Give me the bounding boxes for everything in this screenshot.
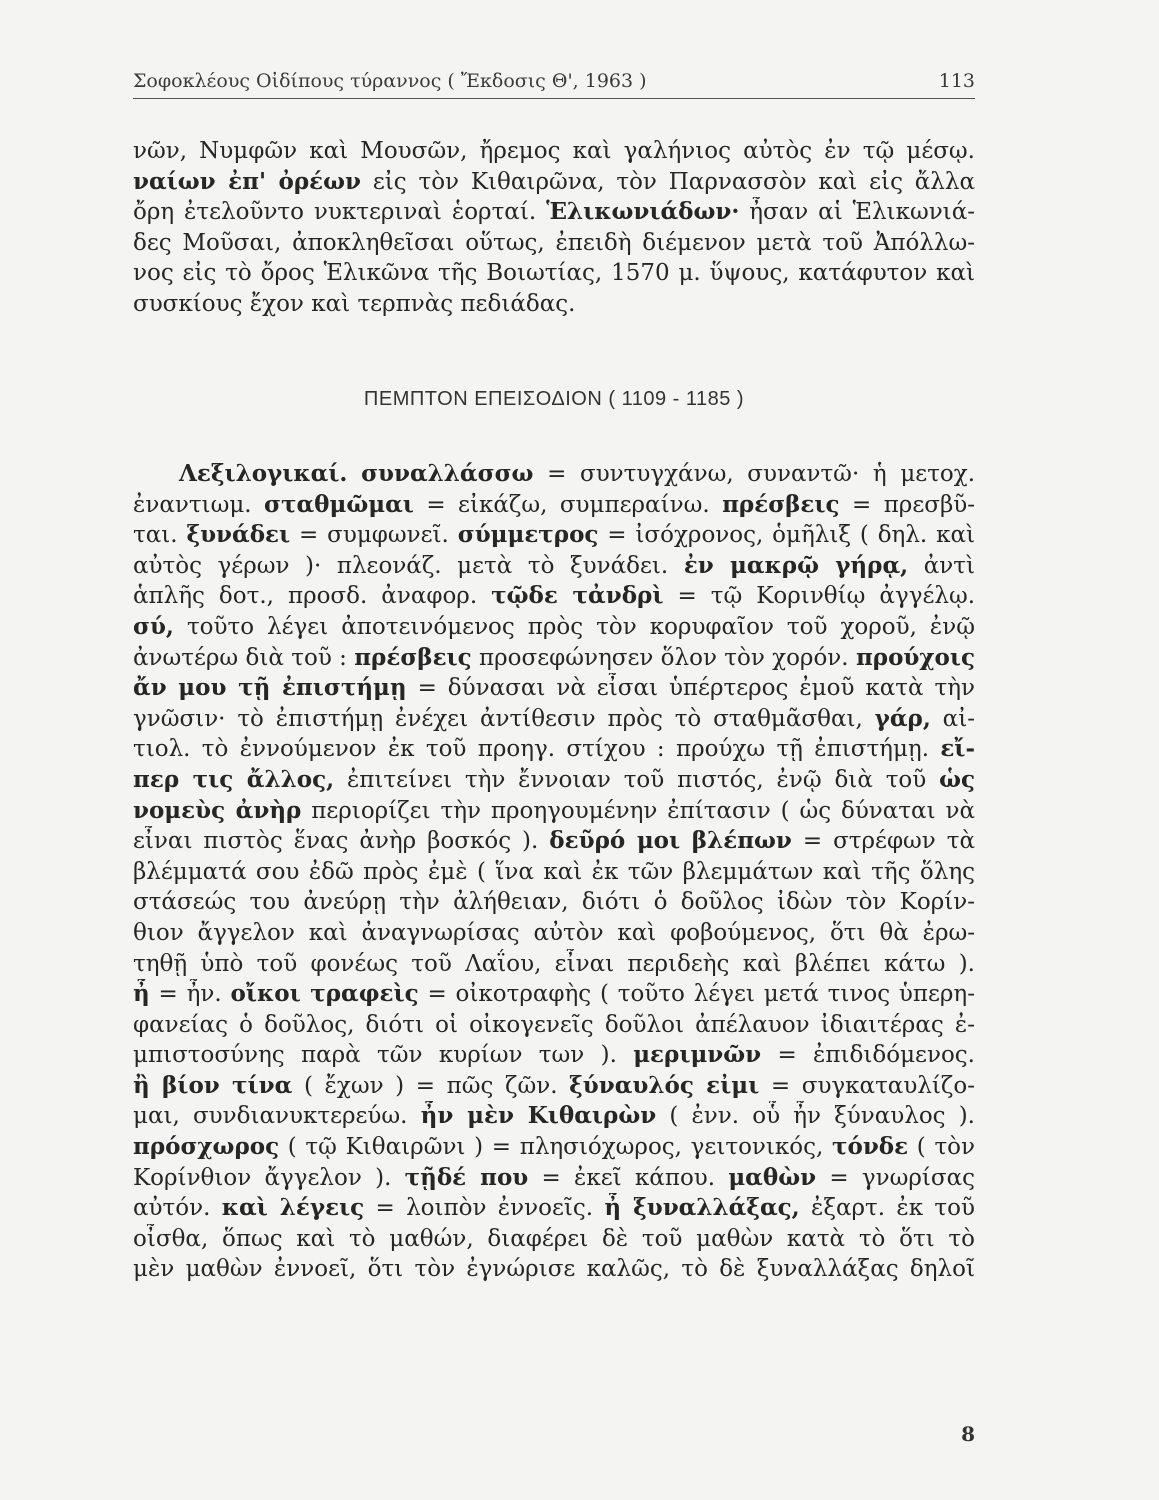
text-line xyxy=(133,1101,975,1132)
headword: συναλλάσσω xyxy=(361,460,534,487)
text-run: τοῦτο λέγει ἀποτεινόμενος πρὸς τὸν κορυφαῖον τοῦ χοροῦ, ἐνῷ xyxy=(173,613,975,640)
text-run: συσκίους ἔχον καὶ τερπνὰς πεδιάδας. xyxy=(133,290,576,317)
headword: ξύναυλός εἰμι xyxy=(569,1071,760,1099)
text-run: ἀντὶ xyxy=(908,552,975,579)
text-run: περιορίζει τὴν προηγουμένην ἐπίτασιν ( ὡς δύναται νὰ xyxy=(301,797,975,824)
text-run: ἀνωτέρω διὰ τοῦ : xyxy=(133,644,355,671)
text-run: = εἰκάζω, συμπεραίνω. xyxy=(413,491,723,518)
text-line xyxy=(133,796,975,827)
headword: σταθμῶμαι xyxy=(264,490,414,518)
text-run: = ἦν. xyxy=(149,981,231,1008)
text-run: φανείας ὁ δοῦλος, διότι οἱ οἰκογενεῖς δοῦλοι ἀπέλαυον ἰδιαιτέρας ἐ- xyxy=(133,1011,975,1038)
text-line xyxy=(133,490,975,521)
text-line xyxy=(133,136,975,167)
headword: ἦ ξυναλλάξας, xyxy=(604,1194,800,1222)
text-run: μαι, συνδιανυκτερεύω. xyxy=(133,1103,421,1130)
text-line xyxy=(133,289,975,320)
text-line xyxy=(133,673,975,704)
text-run: θιον ἄγγελον καὶ ἀναγνωρίσας αὐτὸν καὶ φοβούμενος, ὅτι θὰ ἐρω- xyxy=(133,919,975,946)
text-run: αὐτόν. xyxy=(133,1195,222,1222)
text-line xyxy=(133,1193,975,1224)
text-line xyxy=(133,551,975,582)
headword: νομεὺς ἀνὴρ xyxy=(133,796,302,824)
text-run: ἦσαν αἱ Ἑλικωνιά- xyxy=(739,199,975,226)
headword: μαθὼν xyxy=(728,1163,817,1191)
page-number: 113 xyxy=(938,70,975,92)
text-run: ἐξαρτ. ἐκ τοῦ xyxy=(799,1195,975,1222)
text-run: ( ἔχων ) = πῶς ζῶν. xyxy=(292,1072,570,1099)
headword: σύμμετρος xyxy=(457,521,599,549)
text-run: = ἐπιδιδόμενος. xyxy=(761,1042,975,1069)
headword: δεῦρό μοι βλέπων xyxy=(549,827,792,855)
text-run: τηθῇ ὑπὸ τοῦ φονέως τοῦ Λαΐου, εἶναι περιδεὴς καὶ βλέπει κάτω ). xyxy=(133,950,975,977)
text-run: ἐπιτείνει τὴν ἔννοιαν τοῦ πιστός, ἐνῷ διὰ τοῦ xyxy=(334,766,940,793)
text-line xyxy=(133,1071,975,1102)
text-line xyxy=(133,1040,975,1071)
text-run: οἶσθα, ὅπως καὶ τὸ μαθών, διαφέρει δὲ τοῦ μαθὼν κατὰ τὸ ὅτι τὸ xyxy=(133,1225,975,1252)
paragraph-continuation xyxy=(133,136,975,320)
text-run xyxy=(347,461,361,487)
text-run: νος εἰς τὸ ὄρος Ἑλικῶνα τῆς Βοιωτίας, 1570 μ. ὕψους, κατάφυτον καὶ xyxy=(133,260,975,287)
headword: οἴκοι τραφεὶς xyxy=(230,980,419,1008)
text-line xyxy=(133,1132,975,1163)
text-run: νῶν, Νυμφῶν καὶ Μουσῶν, ἤρεμος καὶ γαλήνιος αὐτὸς ἐν τῷ μέσῳ. xyxy=(133,138,975,164)
headword: εἴ- xyxy=(940,735,975,763)
text-run: ( τὸν xyxy=(908,1134,975,1161)
headword: ἦ xyxy=(133,980,150,1008)
text-run: ἐναντιωμ. xyxy=(133,491,265,518)
text-run: = λοιπὸν ἐννοεῖς. xyxy=(364,1195,605,1222)
text-run: ἁπλῆς δοτ., προσδ. ἀναφορ. xyxy=(133,583,492,610)
text-line xyxy=(133,643,975,674)
text-run: Κορίνθιον ἄγγελον ). xyxy=(133,1164,405,1191)
text-run: γνῶσιν· τὸ ἐπιστήμῃ ἐνέχει ἀντίθεσιν πρὸς τὸ σταθμᾶσθαι, xyxy=(133,705,875,732)
text-run: μπιστοσύνης παρὰ τῶν κυρίων των ). xyxy=(133,1042,634,1069)
text-line xyxy=(133,459,975,490)
headword: προύχοις xyxy=(855,643,975,671)
text-line xyxy=(133,857,975,888)
headword: ὡς xyxy=(939,765,975,793)
text-line xyxy=(133,520,975,551)
text-line xyxy=(133,1224,975,1255)
text-run: προσεφώνησεν ὅλον τὸν χορόν. xyxy=(471,644,856,671)
headword: Λεξιλογικαί. xyxy=(179,460,348,487)
running-title: Σοφοκλέους Οἰδίπους τύραννος ( Ἔκδοσις Θ', 1963 ) xyxy=(133,70,647,92)
text-line xyxy=(133,1254,975,1285)
text-line xyxy=(133,704,975,735)
text-run: = τῷ Κορινθίῳ ἀγγέλῳ. xyxy=(663,583,975,610)
text-run: στάσεώς του ἀνεύρῃ τὴν ἀλήθειαν, διότι ὁ δοῦλος ἰδὼν τὸν Κορίν- xyxy=(133,889,975,916)
headword: Ἑλικωνιάδων· xyxy=(546,198,740,226)
signature-mark: 8 xyxy=(961,1422,975,1446)
text-line xyxy=(133,581,975,612)
headword: περ τις ἄλλος, xyxy=(133,765,335,793)
headword: τῇδέ που xyxy=(404,1163,529,1191)
headword: ξυνάδει xyxy=(186,521,291,549)
text-run: = δύνασαι νὰ εἶσαι ὑπέρτερος ἐμοῦ κατὰ τὴν xyxy=(406,675,975,702)
headword: ἢ βίον τίνα xyxy=(133,1071,293,1099)
text-run: = συμφωνεῖ. xyxy=(290,522,458,549)
text-line xyxy=(133,887,975,918)
text-line xyxy=(133,197,975,228)
text-run: ( τῷ Κιθαιρῶνι ) = πλησιόχωρος, γειτονικός, xyxy=(279,1134,833,1161)
text-line xyxy=(133,258,975,289)
headword: γάρ, xyxy=(874,704,931,732)
text-line xyxy=(133,167,975,198)
text-line xyxy=(133,612,975,643)
text-run: ὄρη ἐτελοῦντο νυκτεριναὶ ἑορταί. xyxy=(133,199,547,226)
text-line xyxy=(133,949,975,980)
headword: ἐν μακρῷ γήρᾳ, xyxy=(683,551,909,579)
header-rule xyxy=(133,98,975,99)
headword: ἦν μὲν Κιθαιρὼν xyxy=(420,1102,657,1130)
vocabulary-paragraph xyxy=(133,459,975,1285)
text-run: αὐτὸς γέρων )· πλεονάζ. μετὰ τὸ ξυνάδει. xyxy=(133,552,684,579)
text-line xyxy=(133,734,975,765)
text-run: εἰς τὸν Κιθαιρῶνα, τὸν Παρνασσὸν καὶ εἰς ἄλλα xyxy=(361,168,975,195)
headword: καὶ λέγεις xyxy=(221,1194,365,1222)
headword: πρόσχωρος xyxy=(133,1133,280,1161)
text-run: = ἐκεῖ κάπου. xyxy=(528,1164,729,1191)
headword: τόνδε xyxy=(832,1133,909,1161)
text-run: = πρεσβῦ- xyxy=(839,491,975,518)
text-run: τιολ. τὸ ἐννούμενον ἐκ τοῦ προηγ. στίχου : προύχω τῇ ἐπιστήμῃ. xyxy=(133,736,941,763)
text-run: αἰ- xyxy=(930,705,975,732)
section-heading: ΠΕΜΠΤΟΝ ΕΠΕΙΣΟΔΙΟΝ ( 1109 - 1185 ) xyxy=(363,388,745,410)
headword: ναίων ἐπ' ὀρέων xyxy=(133,167,362,195)
headword: μεριμνῶν xyxy=(633,1041,762,1069)
text-run: μὲν μαθὼν ἐννοεῖ, ὅτι τὸν ἐγνώρισε καλῶς, τὸ δὲ ξυναλλάξας δηλοῖ xyxy=(133,1256,975,1283)
headword: πρέσβεις xyxy=(722,490,840,518)
text-line xyxy=(133,1010,975,1041)
text-run: δες Μοῦσαι, ἀποκληθεῖσαι οὕτως, ἐπειδὴ διέμενον μετὰ τοῦ Ἀπόλλω- xyxy=(133,229,975,256)
headword: ἄν μου τῇ ἐπιστήμῃ xyxy=(133,674,407,702)
headword: τῷδε τἀνδρὶ xyxy=(491,582,664,610)
text-run: ( ἐνν. οὗ ἦν ξύναυλος ). xyxy=(656,1103,975,1130)
text-run: = συγκαταυλίζο- xyxy=(759,1072,975,1099)
text-line xyxy=(133,1163,975,1194)
text-line xyxy=(133,765,975,796)
text-line xyxy=(133,228,975,259)
text-run: ται. xyxy=(133,522,187,549)
text-run: βλέμματά σου ἐδῶ πρὸς ἐμὲ ( ἵνα καὶ ἐκ τῶν βλεμμάτων καὶ τῆς ὅλης xyxy=(133,858,975,885)
text-run: = γνωρίσας xyxy=(816,1164,975,1191)
text-line xyxy=(133,979,975,1010)
text-run: = ἰσόχρονος, ὁμῆλιξ ( δηλ. καὶ xyxy=(598,522,975,549)
headword: σύ, xyxy=(133,612,174,640)
text-line xyxy=(133,918,975,949)
text-run: = οἰκοτραφὴς ( τοῦτο λέγει μετά τινος ὑπερη- xyxy=(418,981,975,1008)
text-run: εἶναι πιστὸς ἕνας ἀνὴρ βοσκός ). xyxy=(133,828,550,855)
text-run: = στρέφων τὰ xyxy=(791,828,975,855)
text-line xyxy=(133,826,975,857)
text-run: = συντυγχάνω, συναντῶ· ἡ μετοχ. xyxy=(533,461,975,487)
headword: πρέσβεις xyxy=(354,643,472,671)
